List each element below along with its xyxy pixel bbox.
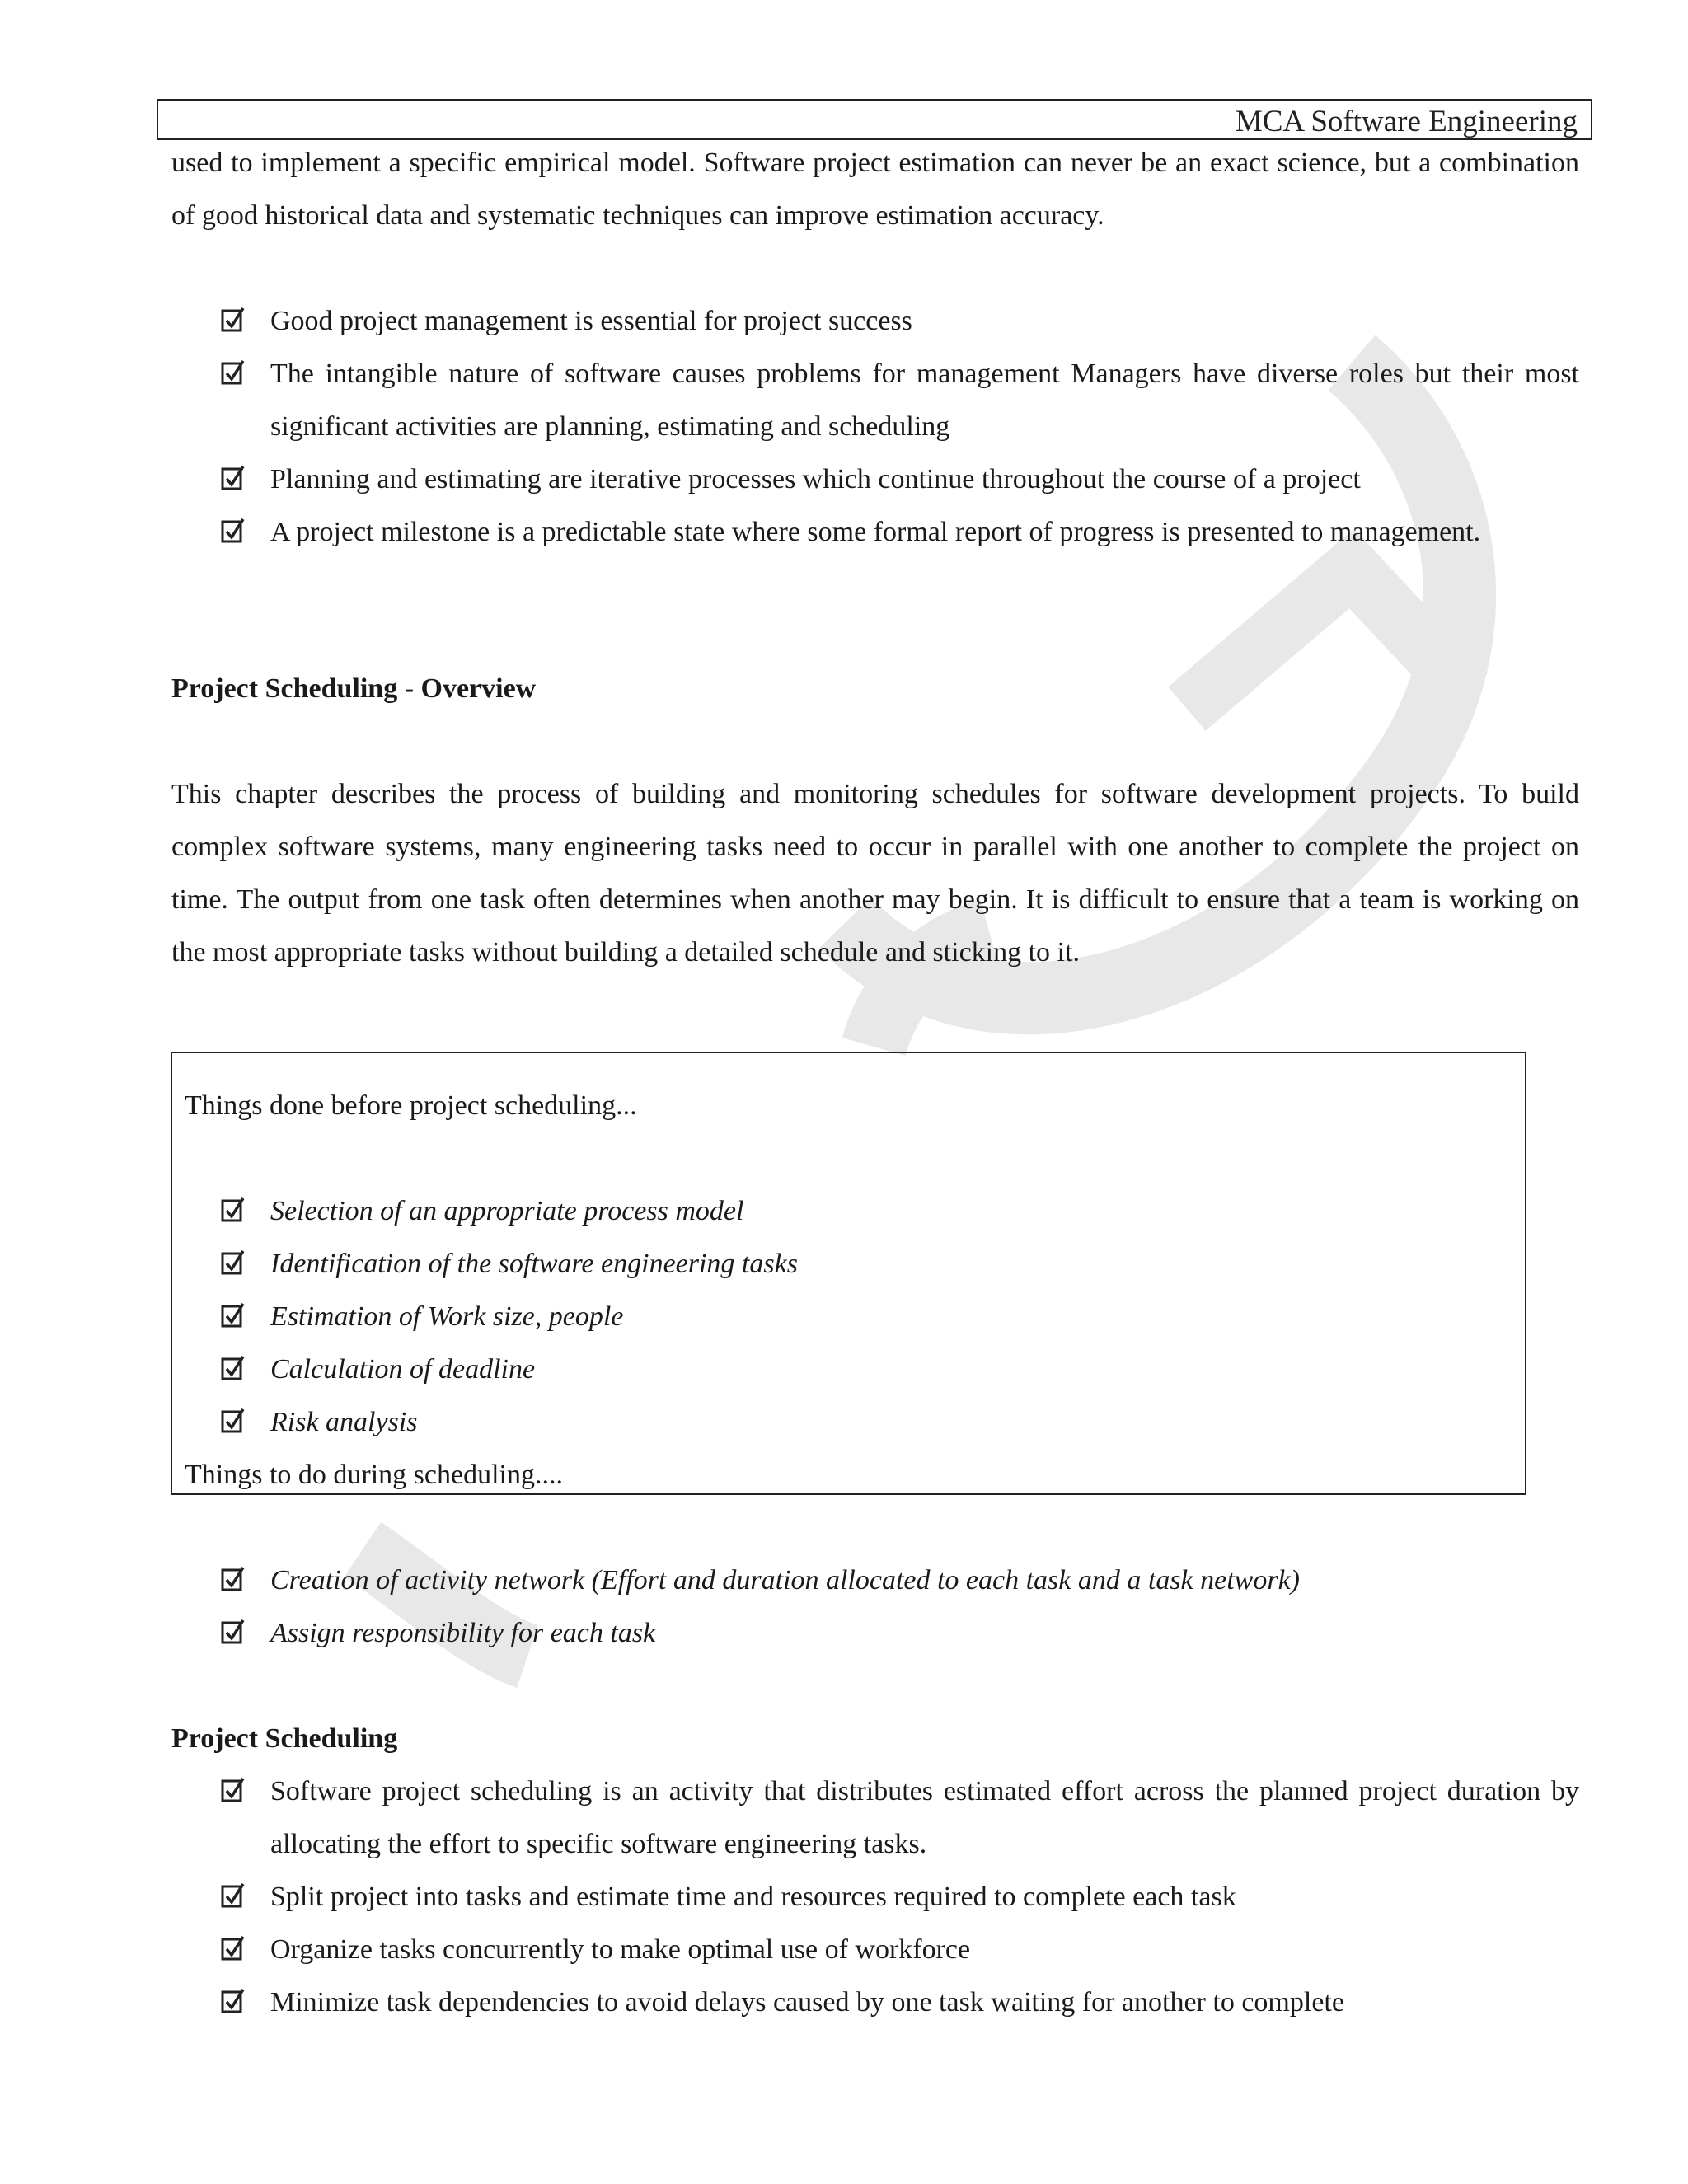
list-item: [221, 1607, 1579, 1660]
during-scheduling-list: [221, 1554, 1579, 1660]
list-item-text: Good project management is essential for project success: [270, 306, 912, 336]
checkbox-checked-icon: [221, 1618, 246, 1644]
list-item-text: Split project into tasks and estimate time and resources required to complete each task: [270, 1882, 1236, 1912]
checkbox-checked-icon: [221, 1565, 246, 1591]
list-item-text: The intangible nature of software causes problems for management Managers have diverse roles but their most significant activities are planning, estimating and scheduling: [270, 359, 1579, 442]
checkbox-checked-icon: [221, 1987, 246, 2013]
list-item-text: Risk analysis: [270, 1407, 418, 1437]
checkbox-checked-icon: [221, 359, 246, 385]
key-points-list: [221, 295, 1579, 559]
list-item: [221, 348, 1579, 453]
list-item-text: Calculation of deadline: [270, 1354, 536, 1385]
before-scheduling-label: Things done before project scheduling...: [185, 1090, 637, 1121]
list-item: [221, 1871, 1579, 1924]
checkbox-checked-icon: [221, 1196, 246, 1222]
list-item-text: Minimize task dependencies to avoid delays caused by one task waiting for another to complete: [270, 1987, 1344, 2018]
list-item-text: Selection of an appropriate process model: [270, 1196, 744, 1226]
list-item: [221, 1765, 1579, 1871]
checkbox-checked-icon: [221, 1354, 246, 1380]
before-scheduling-list: [221, 1185, 1579, 1449]
overview-paragraph: This chapter describes the process of building and monitoring schedules for software development projects. To build complex software systems, many engineering tasks need to occur in parallel with one another to complete the project on time. The output from one task often determines when another may begin. It is difficult to ensure that a team is working on the most appropriate tasks without building a detailed schedule and sticking to it.: [171, 779, 1579, 968]
list-item: [221, 1396, 1579, 1449]
list-item-text: Organize tasks concurrently to make optimal use of workforce: [270, 1934, 971, 1965]
list-item: [221, 1554, 1579, 1607]
checkbox-checked-icon: [221, 1407, 246, 1433]
checkbox-checked-icon: [221, 1882, 246, 1908]
intro-paragraph: used to implement a specific empirical model. Software project estimation can never be an exact science, but a combination of good historical data and systematic techniques can improve estimation accuracy.: [171, 148, 1579, 231]
header-title: MCA Software Engineering: [1235, 105, 1578, 138]
scheduling-heading: Project Scheduling: [171, 1723, 398, 1754]
running-header: [157, 99, 1592, 140]
scheduling-list: [221, 1765, 1579, 2029]
list-item-text: Identification of the software engineering tasks: [270, 1249, 798, 1279]
checkbox-checked-icon: [221, 1301, 246, 1328]
checkbox-checked-icon: [221, 1249, 246, 1275]
list-item: [221, 1976, 1579, 2029]
during-scheduling-label: Things to do during scheduling....: [185, 1460, 563, 1490]
list-item: [221, 1343, 1579, 1396]
checkbox-checked-icon: [221, 306, 246, 332]
checkbox-checked-icon: [221, 517, 246, 543]
list-item-text: Software project scheduling is an activity that distributes estimated effort across the planned project duration by allocating the effort to specific software engineering tasks.: [270, 1776, 1579, 1859]
list-item-text: A project milestone is a predictable state where some formal report of progress is presented to management.: [270, 517, 1481, 547]
list-item-text: Planning and estimating are iterative processes which continue throughout the course of a project: [270, 464, 1361, 494]
checkbox-checked-icon: [221, 464, 246, 490]
checkbox-checked-icon: [221, 1776, 246, 1802]
list-item: [221, 1291, 1579, 1343]
checkbox-checked-icon: [221, 1934, 246, 1961]
list-item: [221, 295, 1579, 348]
list-item: [221, 506, 1579, 559]
list-item-text: Assign responsibility for each task: [270, 1618, 656, 1648]
list-item: [221, 1238, 1579, 1291]
list-item-text: Estimation of Work size, people: [270, 1301, 624, 1332]
list-item-text: Creation of activity network (Effort and duration allocated to each task and a task network): [270, 1565, 1301, 1596]
list-item: [221, 1924, 1579, 1976]
list-item: [221, 1185, 1579, 1238]
overview-heading: Project Scheduling - Overview: [171, 673, 537, 704]
list-item: [221, 453, 1579, 506]
